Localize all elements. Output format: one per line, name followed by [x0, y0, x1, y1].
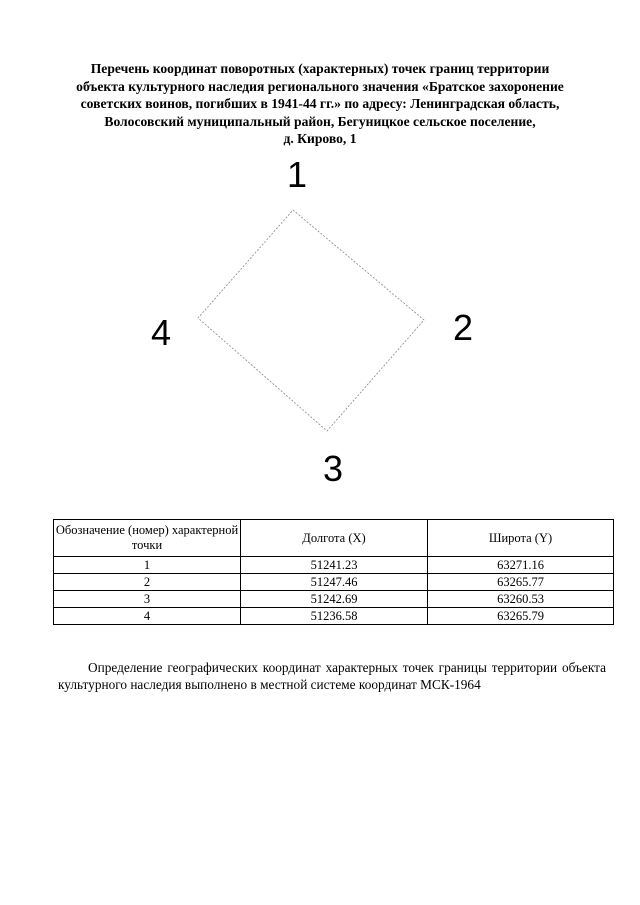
- title-line: Перечень координат поворотных (характерных) точек границ территории: [90, 61, 550, 76]
- point-label-2: 2: [452, 307, 474, 348]
- cell-longitude: 51247.46: [241, 574, 428, 591]
- table-header-row: [54, 520, 614, 557]
- title-line: д. Кирово, 1: [283, 131, 357, 146]
- title-line: Волосовский муниципальный район, Бегуницкое сельское поселение,: [104, 113, 536, 129]
- cell-point-number: 1: [54, 557, 241, 574]
- coordinates-table: [53, 519, 614, 625]
- table-row: [54, 608, 614, 625]
- point-label-3: 3: [322, 448, 344, 489]
- cell-longitude: 51242.69: [241, 591, 428, 608]
- cell-longitude: 51241.23: [241, 557, 428, 574]
- header-point-number: Обозначение (номер) характерной точки: [54, 520, 241, 557]
- header-longitude: Долгота (X): [241, 520, 428, 557]
- table-row: [54, 574, 614, 591]
- point-label-4: 4: [150, 312, 172, 353]
- boundary-polygon: [198, 210, 424, 431]
- header-latitude: Широта (Y): [428, 520, 614, 557]
- cell-point-number: 2: [54, 574, 241, 591]
- table-row: [54, 557, 614, 574]
- cell-latitude: 63265.79: [428, 608, 614, 625]
- title-line: советских воинов, погибших в 1941-44 гг.» по адресу: Ленинградская область,: [80, 96, 560, 111]
- coordinate-system-note: Определение географических координат характерных точек границы территории объекта культурного наследия выполнено в местной системе координат МСК-1964: [58, 660, 606, 693]
- title-line: объекта культурного наследия регионального значения «Братское захоронение: [76, 78, 564, 94]
- cell-latitude: 63271.16: [428, 557, 614, 574]
- point-label-1: 1: [286, 154, 308, 195]
- cell-longitude: 51236.58: [241, 608, 428, 625]
- cell-point-number: 4: [54, 608, 241, 625]
- cell-latitude: 63260.53: [428, 591, 614, 608]
- cell-latitude: 63265.77: [428, 574, 614, 591]
- cell-point-number: 3: [54, 591, 241, 608]
- table-row: [54, 591, 614, 608]
